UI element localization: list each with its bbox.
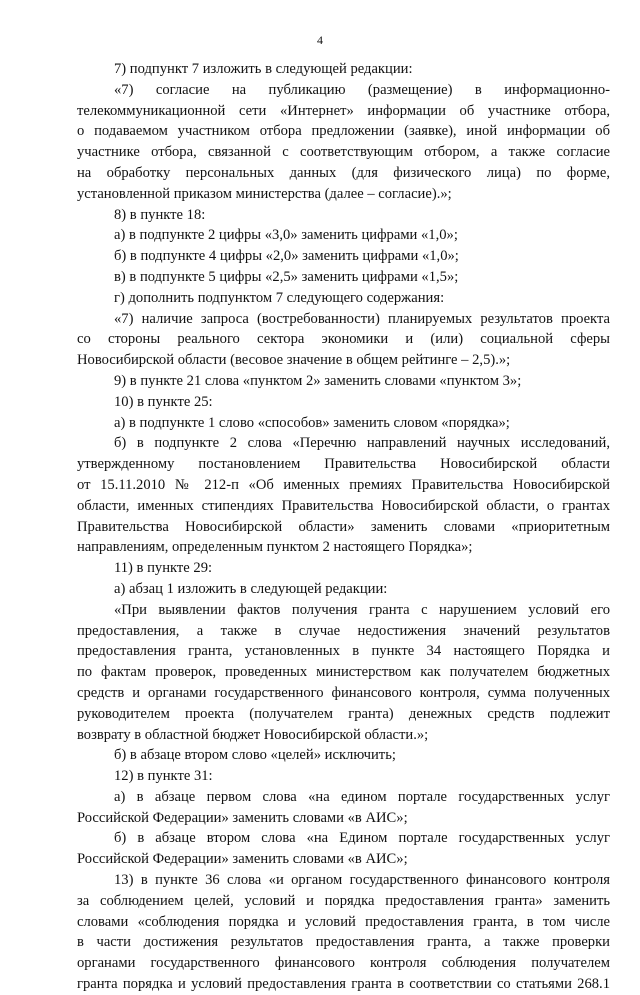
text-line: в части достижения результатов предоставления гранта, а также проверки — [77, 934, 610, 951]
text-line: Российской Федерации» заменить словами «в АИС»; — [77, 809, 408, 826]
text-line: словами «соблюдения порядка и условий предоставления гранта, в том числе — [77, 913, 610, 930]
text-line: за соблюдением целей, условий и порядка предоставления гранта» заменить — [77, 892, 610, 909]
text-line: направлениям, определенным пунктом 2 настоящего Порядка»; — [77, 539, 473, 556]
text-line: руководителем проекта (получателем гранта) денежных средств подлежит — [77, 705, 610, 722]
text-line: г) дополнить подпунктом 7 следующего содержания: — [114, 289, 445, 306]
text-line: участнике отбора, связанной с соответствующим отбором, а также согласие — [77, 144, 610, 161]
text-line: а) в абзаце первом слова «на едином портале государственных услуг — [114, 788, 610, 805]
text-line: «При выявлении фактов получения гранта с нарушением условий его — [114, 601, 610, 618]
text-line: Российской Федерации» заменить словами «в АИС»; — [77, 851, 408, 868]
text-line: а) в подпункте 1 слово «способов» заменить словом «порядка»; — [114, 414, 510, 431]
text-line: в) в подпункте 5 цифры «2,5» заменить цифрами «1,5»; — [114, 268, 459, 285]
text-line: телекоммуникационной сети «Интернет» информации об участнике отбора, — [77, 102, 610, 119]
text-line: 9) в пункте 21 слова «пунктом 2» заменить словами «пунктом 3»; — [114, 372, 522, 389]
text-line: предоставления гранта, установленных в пункте 34 настоящего Порядка и — [77, 643, 610, 660]
text-line: 7) подпункт 7 изложить в следующей редакции: — [114, 61, 413, 77]
text-line: 12) в пункте 31: — [114, 768, 213, 785]
document-body — [77, 59, 610, 995]
text-line: б) в подпункте 2 слова «Перечню направлений научных исследований, — [114, 435, 610, 452]
text-line: от 15.11.2010 № 212-п «Об именных премиях Правительства Новосибирской — [77, 476, 610, 493]
text-line: б) в абзаце втором слово «целей» исключить; — [114, 747, 396, 764]
text-line: 8) в пункте 18: — [114, 206, 206, 223]
text-line: «7) согласие на публикацию (размещение) в информационно- — [114, 81, 610, 98]
text-line: «7) наличие запроса (востребованности) планируемых результатов проекта — [114, 310, 610, 327]
text-line: б) в абзаце втором слова «на Едином портале государственных услуг — [114, 830, 610, 847]
text-line: утвержденному постановлением Правительства Новосибирской области — [77, 456, 610, 473]
text-line: по фактам проверок, проведенных министерством как получателем бюджетных — [77, 664, 610, 681]
text-line: предоставления, а также в случае недостижения значений результатов — [77, 622, 610, 639]
text-line: 11) в пункте 29: — [114, 560, 213, 577]
text-line: о подаваемом участником отбора предложении (заявке), иной информации об — [77, 123, 610, 140]
text-line: 13) в пункте 36 слова «и органом государственного финансового контроля — [114, 872, 610, 889]
text-line: со стороны реального сектора экономики и (или) социальной сферы — [77, 331, 610, 348]
text-line: Правительства Новосибирской области» заменить словами «приоритетным — [77, 518, 610, 535]
text-line: а) в подпункте 2 цифры «3,0» заменить цифрами «1,0»; — [114, 227, 458, 244]
text-line: б) в подпункте 4 цифры «2,0» заменить цифрами «1,0»; — [114, 248, 459, 265]
text-line: а) абзац 1 изложить в следующей редакции: — [114, 580, 388, 597]
text-line: области, именных стипендиях Правительства Новосибирской области, о грантах — [77, 497, 610, 514]
text-line: гранта порядка и условий предоставления гранта в соответствии со статьями 268.1 — [77, 976, 610, 993]
page-number: 4 — [317, 33, 323, 47]
text-line: органами государственного финансового контроля соблюдения получателем — [77, 955, 610, 972]
text-line: установленной приказом министерства (далее – согласие).»; — [77, 185, 452, 202]
text-line: 10) в пункте 25: — [114, 393, 213, 410]
text-line: Новосибирской области (весовое значение в общем рейтинге – 2,5).»; — [77, 352, 511, 369]
text-line: средств и органами государственного финансового контроля, сумма полученных — [77, 684, 610, 701]
text-line: возврату в областной бюджет Новосибирской области.»; — [77, 726, 429, 743]
text-line: на обработку персональных данных (для физического лица) по форме, — [77, 164, 610, 181]
